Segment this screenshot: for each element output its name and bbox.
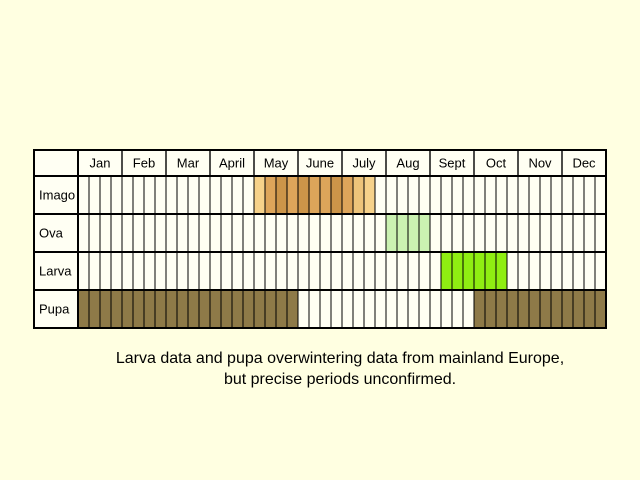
segment-imago-1: [265, 176, 276, 214]
row-label-ova: Ova: [39, 225, 63, 241]
segment-imago-3: [287, 176, 298, 214]
month-label-june: June: [305, 155, 335, 171]
month-label-may: May: [263, 155, 289, 171]
chart-caption: [40, 348, 640, 390]
segment-imago-0: [254, 176, 265, 214]
month-label-aug: Aug: [396, 155, 420, 171]
segment-imago-7: [342, 176, 353, 214]
month-label-april: April: [218, 155, 246, 171]
segment-imago-6: [331, 176, 342, 214]
row-label-pupa: Pupa: [39, 301, 70, 317]
month-label-july: July: [352, 155, 376, 171]
month-label-dec: Dec: [572, 155, 596, 171]
row-label-larva: Larva: [39, 263, 72, 279]
segment-imago-2: [276, 176, 287, 214]
month-label-jan: Jan: [89, 155, 111, 171]
segment-imago-8: [353, 176, 364, 214]
month-label-mar: Mar: [176, 155, 200, 171]
month-label-feb: Feb: [132, 155, 156, 171]
caption-line-1: Larva data and pupa overwintering data from mainland Europe,: [115, 350, 565, 367]
row-label-imago: Imago: [39, 187, 76, 203]
caption-line-2: but precise periods unconfirmed.: [223, 371, 457, 388]
segment-imago-9: [364, 176, 375, 214]
month-label-nov: Nov: [528, 155, 552, 171]
segment-imago-4: [298, 176, 309, 214]
month-label-sept: Sept: [438, 155, 466, 171]
month-label-oct: Oct: [485, 155, 507, 171]
